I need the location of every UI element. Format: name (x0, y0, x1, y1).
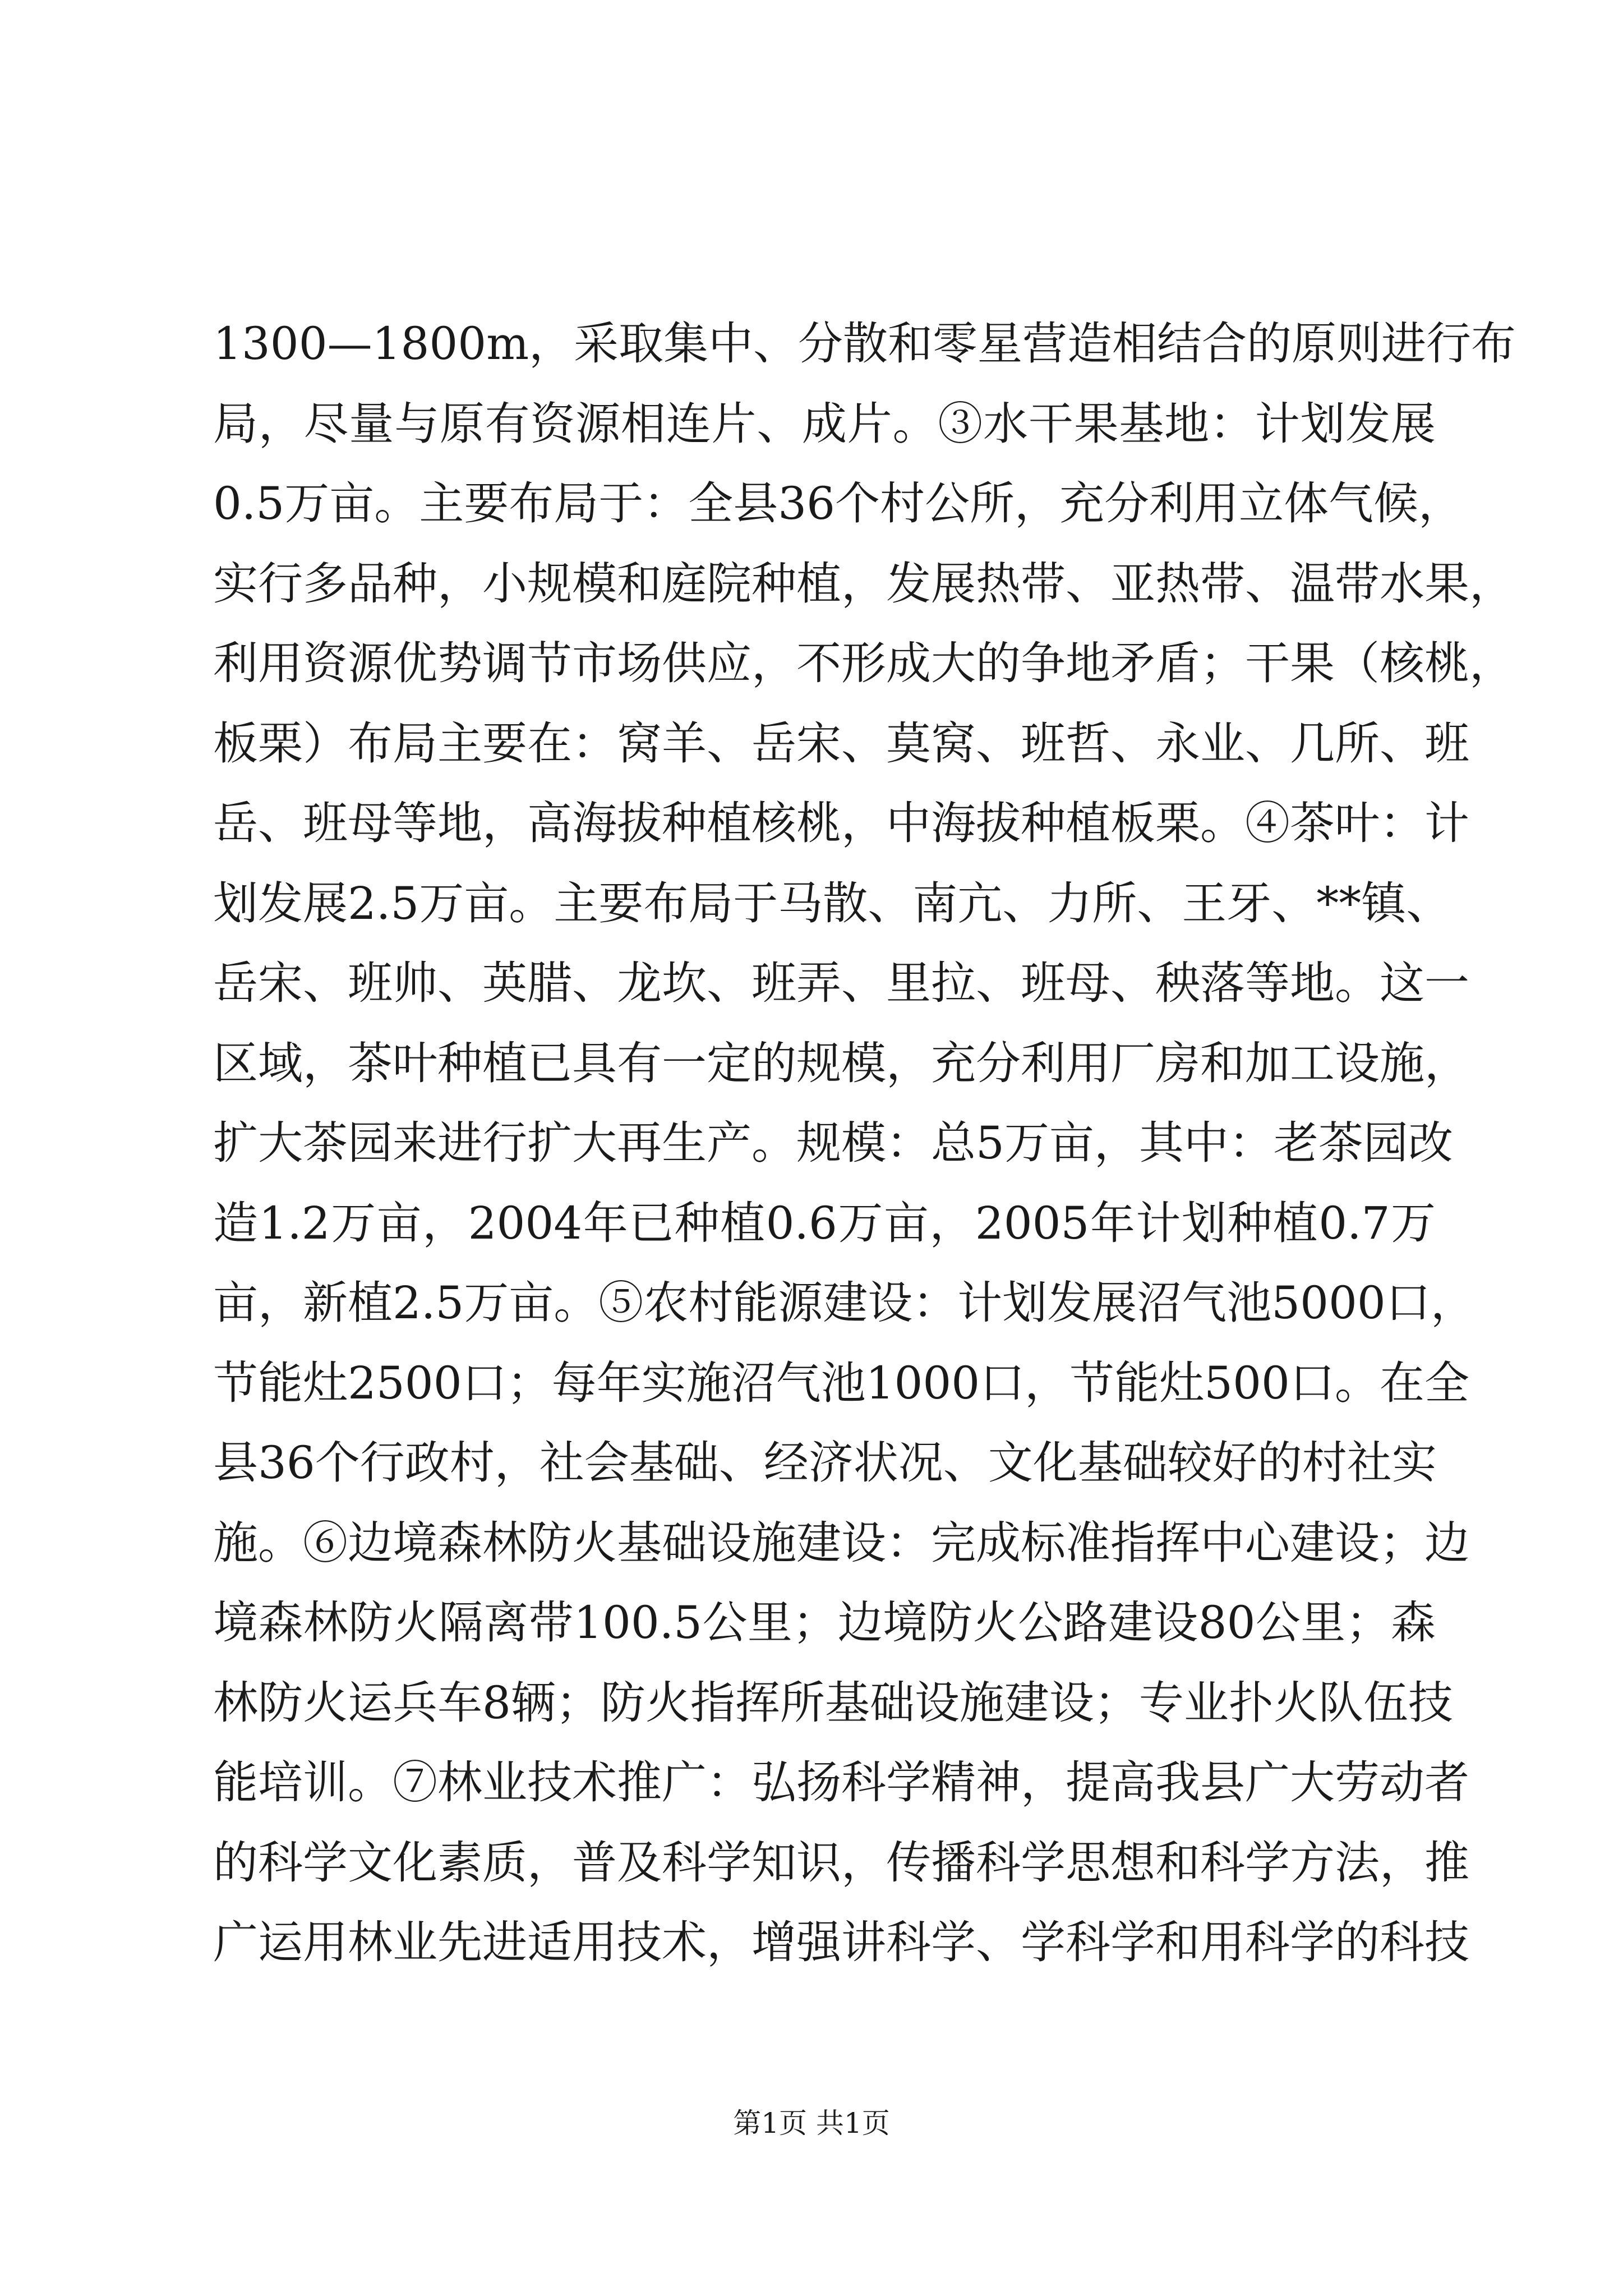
page-number: 第1页 共1页 (733, 2107, 890, 2139)
text-line: 施。⑥边境森林防火基础设施建设：完成标准指挥中心建设；边 (213, 1516, 1469, 1569)
text-line: 划发展2.5万亩。主要布局于马散、南亢、力所、王牙、**镇、 (213, 877, 1451, 930)
text-line: 0.5万亩。主要布局于：全县36个村公所，充分利用立体气候， (213, 477, 1464, 530)
text-line: 的科学文化素质，普及科学知识，传播科学思想和科学方法，推 (213, 1836, 1469, 1889)
page-footer (0, 2104, 1623, 2143)
text-line: 能培训。⑦林业技术推广：弘扬科学精神，提高我县广大劳动者 (213, 1756, 1469, 1809)
body-text (213, 304, 1516, 1983)
text-line: 区域，茶叶种植已具有一定的规模，充分利用厂房和加工设施， (213, 1037, 1469, 1089)
text-line: 1300—1800m，采取集中、分散和零星营造相结合的原则进行布 (213, 318, 1516, 370)
text-line: 节能灶2500口；每年实施沼气池1000口，节能灶500口。在全 (213, 1356, 1469, 1409)
text-line: 造1.2万亩，2004年已种植0.6万亩，2005年计划种植0.7万 (213, 1197, 1436, 1249)
text-line: 实行多品种，小规模和庭院种植，发展热带、亚热带、温带水果， (213, 557, 1514, 610)
text-line: 岳宋、班帅、英腊、龙坎、班弄、里拉、班母、秧落等地。这一 (213, 957, 1469, 1009)
text-line: 亩，新植2.5万亩。⑤农村能源建设：计划发展沼气池5000口， (213, 1277, 1476, 1329)
text-line: 局，尽量与原有资源相连片、成片。③水干果基地：计划发展 (213, 397, 1436, 450)
text-line: 广运用林业先进适用技术，增强讲科学、学科学和用科学的科技 (213, 1916, 1469, 1968)
text-line: 板栗）布局主要在：窝羊、岳宋、莫窝、班哲、永业、几所、班 (213, 717, 1469, 770)
text-line: 林防火运兵车8辆；防火指挥所基础设施建设；专业扑火队伍技 (213, 1676, 1453, 1729)
text-line: 县36个行政村，社会基础、经济状况、文化基础较好的村社实 (213, 1437, 1437, 1489)
text-line: 扩大茶园来进行扩大再生产。规模：总5万亩，其中：老茶园改 (213, 1117, 1453, 1169)
text-line: 境森林防火隔离带100.5公里；边境防火公路建设80公里；森 (213, 1596, 1436, 1649)
text-line: 利用资源优势调节市场供应，不形成大的争地矛盾；干果（核桃， (213, 637, 1514, 689)
text-line: 岳、班母等地，高海拔种植核桃，中海拔种植板栗。④茶叶：计 (213, 797, 1469, 849)
